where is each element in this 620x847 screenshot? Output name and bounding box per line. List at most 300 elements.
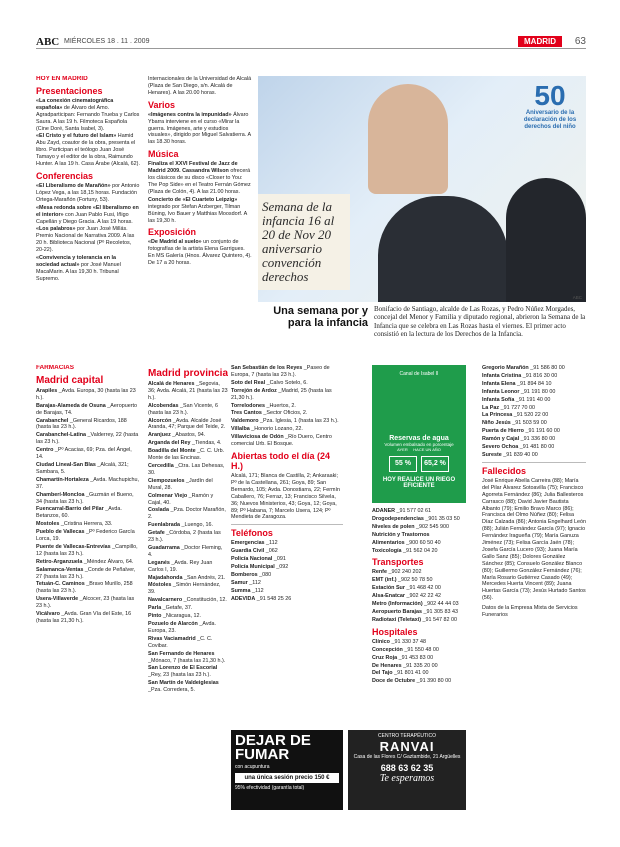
list-item-label: Pozuelo de Alarcón (148, 621, 198, 627)
therapy-center-welcome: Te esperamos (379, 773, 435, 784)
list-item (148, 651, 228, 665)
list-item-value: _902 44 44 03 (422, 601, 459, 608)
list-item-value: _Alcocer, 23 (hasta las 23 h.). (36, 596, 135, 610)
list-item (372, 663, 466, 670)
phones-heading: Teléfonos (231, 528, 273, 539)
list-item (36, 418, 140, 432)
list-item-value: _Honorio Lozano, 22. (249, 426, 303, 433)
madrid-provincia-heading: Madrid provincia (148, 368, 228, 379)
list-item-label: La Paz (482, 404, 500, 411)
agenda-section (148, 149, 252, 224)
anniversary-logo (520, 82, 580, 136)
phone-label: Samur (231, 579, 248, 586)
list-item-value: _General Ricardos, 188 (hasta las 23 h.). (36, 417, 127, 431)
list-item (372, 647, 466, 654)
list-item-value: _91 336 80 00 (519, 436, 556, 443)
list-item (148, 665, 228, 679)
list-item (36, 567, 140, 581)
open-24h-text: Alcalá, 171; Blanca de Castilla, 2; Ankaraaki; Pº de la Castellana, 261; Goya, 89; San Bernardo, 105; Avda. Donostiarra, 22; Fermín Caballero, 76; Ferraz, 13; Francisco Silvela, 36; Nuevos Ministerios, 43; Goya, 12; Goya, 89; Pº Habana, 7; Marcelo Usera, 124; Pº Mendieta de Zaragoza. (231, 472, 340, 521)
list-item-label: Puente de Vallecas-Entrevías (36, 543, 111, 550)
list-item-label: Majadahonda (148, 574, 183, 581)
phone-row (231, 556, 343, 563)
list-item-value: _Conde de Peñalver, 27 (hasta las 23 h.). (36, 566, 136, 580)
agenda-entry: «Los palabros» por Juan José Millás. Premio Nacional de Narrativa 2009. A las 20 h. Biblioteca Nacional (Pº Recoletos, 20-22). (36, 226, 135, 254)
list-item-value: _91 586 80 00 (528, 365, 565, 371)
list-item-label: Ciempozuelos (148, 477, 185, 484)
list-item (148, 522, 228, 529)
list-item (482, 365, 586, 372)
list-item (36, 388, 140, 402)
list-item-value: _Huertos, 2. (265, 402, 296, 409)
list-item-label: Fuencarral-Barrio del Pilar (36, 506, 104, 513)
farmacias-kicker: FARMACIAS (36, 365, 74, 371)
list-item-label: Leganés (148, 559, 170, 566)
list-item (231, 388, 343, 402)
list-item-value: _Avda. Europa, 30 (hasta las 23 h.). (36, 387, 136, 401)
transport-list (372, 569, 466, 623)
list-item (482, 420, 586, 427)
agenda-section (148, 227, 252, 267)
list-item-value: _902 240 202 (386, 569, 422, 576)
list-item-value: _Getafe, 37. (161, 605, 193, 612)
phone-number: _080 (257, 571, 272, 578)
list-item-value: _91 550 48 00 (402, 646, 439, 653)
list-item-label: ADANER (372, 508, 396, 514)
list-item-label: Alimentarios (372, 539, 405, 546)
list-item-value: _91 468 42 00 (404, 585, 441, 592)
list-item-label: Carabanchel (36, 417, 69, 424)
obituaries-heading: Fallecidos (482, 465, 527, 476)
list-item (148, 613, 228, 620)
list-item-label: Infanta Sofía (482, 396, 515, 403)
quit-smoking-ad (231, 730, 343, 810)
list-item (372, 577, 466, 584)
list-item-value: _Alcalá, 321; Sambara, 5. (36, 461, 129, 475)
hoy-en-madrid-kicker: HOY EN MADRID (36, 76, 88, 82)
list-item-label: Infanta Elena (482, 380, 516, 387)
list-item (148, 582, 228, 596)
list-item-value: _Pº Acacias, 69; Pza. del Ángel, 14. (36, 447, 132, 461)
list-item-value: _C. C. Covibar. (148, 635, 213, 649)
page-number: 63 (574, 36, 586, 47)
list-item (231, 434, 343, 448)
phone-label: Guardia Civil (231, 548, 265, 555)
madrid-capital-heading: Madrid capital (36, 374, 104, 386)
phone-row (231, 564, 343, 571)
list-item (148, 605, 228, 612)
list-item-label: San Sebastián de los Reyes (231, 365, 303, 371)
list-item-value: _Abastos, 94. (170, 432, 206, 439)
list-item-value: _Rey, 23 (hasta las 23 h.). (148, 672, 211, 679)
list-item-label: Infanta Cristina (482, 372, 522, 379)
list-item (231, 418, 343, 425)
list-item-label: Aranjuez (148, 432, 171, 439)
list-item (148, 560, 228, 574)
list-item-value: _91 305 83 43 (422, 608, 459, 615)
list-item-label: Metro (Información) (372, 601, 423, 608)
agenda-entry: «De Madrid al suelo» un conjunto de fotografías de la artista Elena Garrigues. En MS Galería (Hnos. Álvarez Quintero, 4). De 17 a 20 horas. (148, 239, 252, 267)
list-item-value: _C. C. Urb. Monte de las Encinas. (148, 448, 225, 462)
list-item (231, 365, 343, 379)
list-item-label: Alsa-Enatcar (372, 593, 405, 600)
list-item (482, 412, 586, 419)
list-item-label: Renfe (372, 569, 387, 576)
therapy-center-name: RANVAI (379, 739, 435, 754)
list-item-label: Severo Ochoa (482, 444, 519, 451)
list-item-label: Alcobendas (148, 402, 179, 409)
agenda-entry: «Imágenes contra la impunidad» Álvaro Ybarra interviene en el curso «Mirar la guerra. Imágenes, arte y estudios visuales», dirigido por Miguel Salvatierra. A las 18.30 horas. (148, 111, 251, 146)
phone-number: _91 548 25 26 (255, 595, 292, 602)
section-tag: MADRID (518, 36, 562, 47)
list-item-value: _902 50 78 50 (396, 577, 433, 584)
list-item-value: _Jardín del Mural, 28. (148, 477, 213, 491)
list-item-value: _Aeropuerto de Barajas, T4. (36, 402, 137, 416)
list-item (231, 426, 343, 433)
dateline: MIÉRCOLES 18 . 11 . 2009 (64, 38, 150, 45)
list-item (148, 507, 228, 521)
list-item-label: Del Tajo (372, 670, 393, 677)
phone-number: _062 (264, 548, 278, 555)
therapy-center-top: CENTRO TERAPÉUTICO (378, 733, 436, 739)
list-item-label: Torrejón de Ardoz (231, 387, 277, 394)
list-item (36, 403, 140, 417)
list-item-label: Cercedilla (148, 462, 174, 469)
agenda-column-1 (36, 76, 140, 361)
list-item-value: _Campillo, 12 (hasta las 23 h.). (36, 543, 138, 557)
list-item-label: Pueblo de Vallecas (36, 529, 85, 536)
list-item (482, 436, 586, 443)
list-item-label: Toxicología (372, 547, 402, 554)
list-item-label: San Lorenzo de El Escorial (148, 665, 218, 672)
list-item-label: Drogodependencias (372, 515, 424, 522)
list-item (36, 477, 140, 491)
list-item-value: _Pza. Iglesia, 1 (hasta las 23 h.). (258, 418, 339, 425)
list-item (36, 559, 140, 566)
therapy-center-address: Casa de las Flores C/ Gaztambide, 21 Argüelles (353, 754, 461, 760)
list-item (36, 596, 140, 610)
list-item-value: _Avda. Rey Juan Carlos I, 19. (148, 559, 213, 573)
list-item-label: Cruz Roja (372, 654, 398, 661)
list-item (231, 410, 343, 417)
divider (482, 462, 586, 463)
water-percent-today: 55 % (389, 456, 417, 472)
list-item-label: Alcorcón (148, 417, 172, 424)
quit-smoking-note: 95% efectividad (garantía total) (235, 785, 305, 791)
agenda-entry: «Convivencia y tolerancia en la sociedad actual» por José Manuel MacaMarin. A las 19,30 h. Tribunal Supremo. (36, 255, 121, 282)
canal-brand: Canal de Isabel II (399, 371, 439, 377)
list-item-value: _91 801 41 00 (392, 670, 429, 677)
list-item (36, 521, 140, 528)
phones-list (231, 540, 343, 602)
list-item (148, 493, 228, 507)
list-item (482, 397, 586, 404)
pharmacy-list (148, 381, 228, 694)
phone-row (231, 588, 343, 595)
list-item (482, 373, 586, 380)
list-item-value: _Tiendas, 4. (190, 440, 222, 447)
list-item-label: Valdemoro (231, 418, 259, 425)
list-item-value: _Pº Federico García Lorca, 19. (36, 529, 135, 543)
open-24h-heading: Abiertas todo el día (24 H.) (231, 450, 331, 471)
list-item-value: _Avda. Gran Vía del Este, 16 (hasta las 21,30 h.). (36, 611, 132, 624)
hospitals-list (482, 365, 586, 459)
list-item-label: Arapiles (36, 387, 58, 394)
phone-row (231, 572, 343, 579)
list-item-value: _91 727 70 00 (499, 404, 536, 411)
list-item-value: _Paseo de Europa, 7 (hasta las 23 h.). (231, 365, 330, 378)
agenda-entry: Finaliza el XXVI Festival de Jazz de Madrid 2009. Cassandra Wilson ofrecerá los clásicos de su disco «Closer to You: The Pop Side» en el Teatro Fernán Gómez (Plaza de Colón, 4). A las 21.00 horas. (148, 161, 251, 195)
list-item-value: _Mónaco, 7 (hasta las 21,30 h.). (148, 657, 226, 664)
list-item (36, 462, 140, 476)
list-item (372, 670, 466, 677)
list-item-value: _902 42 22 42 (404, 593, 441, 600)
list-item-label: Chamberí-Moncloa (36, 491, 85, 498)
list-item-label: Villalba (231, 426, 250, 433)
hospitals-list (372, 639, 466, 685)
list-item (148, 636, 228, 650)
list-item (231, 403, 343, 410)
list-item (372, 593, 466, 600)
list-item-label: Navalcarnero (148, 597, 183, 604)
list-item-label: Fuenlabrada (148, 522, 181, 529)
list-item-value: _Bravo Murillo, 258 (hasta las 23 h.). (36, 581, 133, 595)
phone-row (231, 540, 343, 547)
list-item-label: San Martín de Valdeiglesias (148, 680, 219, 687)
list-item-label: Colmenar Viejo (148, 492, 188, 499)
list-item (36, 611, 140, 625)
agenda-entry: «Mesa redonda sobre «El liberalismo en el interior» con Juan Pablo Fusi, Iñigo Capellán y Diego Gracia. A las 19 horas. (36, 204, 139, 225)
agenda-section (36, 86, 140, 168)
list-item (372, 540, 466, 547)
quit-smoking-headline: DEJAR DE FUMAR (235, 732, 311, 763)
list-item-label: Sureste (482, 451, 502, 458)
list-item-value: _901 35 03 50 (423, 515, 460, 522)
list-item-value: _Avda. Europa, 23. (148, 621, 217, 634)
list-item-label: Ramón y Cajal (482, 436, 520, 443)
list-item-label: Retiro-Arganzuela (36, 558, 83, 565)
list-item (482, 428, 586, 435)
phone-number: _092 (274, 564, 289, 571)
list-item-value: _Cristina Herrera, 33. (59, 521, 113, 528)
list-item-label: Parla (148, 605, 162, 612)
services-list (372, 508, 466, 554)
list-item (231, 380, 343, 387)
list-item-label: Vicálvaro (36, 611, 60, 618)
list-item-label: Barajas-Alameda de Osuna (36, 402, 106, 409)
list-item-value: _Ramón y Cajal, 40. (148, 492, 214, 506)
list-item (372, 601, 466, 608)
list-item-label: Centro (36, 447, 54, 454)
agenda-entry: «El Cristo y el futuro del Islam» Hamid Abu Zayd, coautor de la obra, presenta el libro. Participan el teólogo Juan José Tamayo y el editor de la obra, Raimundo Hunter. A las 19 h. Casa Árabe (Alcalá, 62). (36, 133, 140, 168)
photo-girl-figure (368, 84, 448, 194)
photo-caption-text: Bonifacio de Santiago, alcalde de Las Rozas, y Pedro Núñez Morgades, concejal del Menor y Familia y diputado regional, abrieron la Semana de la Infancia que se celebra en Las Rozas hasta el viernes. El primer acto consistió en la lectura de los Derechos de la Infancia. (374, 305, 586, 339)
list-item-label: Boadilla del Monte (148, 448, 196, 455)
list-item-label: Soto del Real (231, 379, 266, 386)
services-column-2 (372, 508, 466, 723)
agenda-section (36, 171, 140, 283)
agenda-entry: Concierto de «El Cuarteto Leipzig» integrado por Stefan Arzberger, Tilman Büning, Ivo Bauer y Matthias Moosdorf. A las 19,30 h. (148, 196, 247, 224)
list-item (482, 405, 586, 412)
list-item (148, 448, 228, 462)
list-item (148, 597, 228, 604)
list-item-label: Ciudad Lineal-San Blas (36, 461, 96, 468)
list-item (372, 585, 466, 592)
phone-row (231, 596, 343, 603)
list-item-label: Tetuán-C. Caminos (36, 581, 85, 588)
list-item-value: _San Vicente, 6 (hasta las 23 h.). (148, 402, 219, 416)
list-item-value: _91 503 59 00 (510, 420, 547, 427)
list-item (482, 389, 586, 396)
phone-label: ADEVIDA (231, 595, 256, 602)
phone-number: _112 (250, 587, 264, 594)
list-item-value: _91 390 80 00 (415, 678, 452, 685)
list-item (148, 575, 228, 582)
list-item-value: _Avda. Alcalde José Aranda, 47; Parque del Teide, 2. (148, 417, 226, 431)
list-item (36, 544, 140, 558)
list-item (36, 581, 140, 595)
list-item-label: Carabanchel-Latina (36, 432, 87, 439)
list-item-value: _Segovia, 36; Avda. Alcalá, 21 (hasta las 23 h.). (148, 381, 228, 401)
list-item-label: Pinto (148, 613, 162, 620)
phone-row (231, 548, 343, 555)
section-heading: Presentaciones (36, 85, 103, 96)
services-column-1 (231, 365, 343, 725)
list-item-label: Niveles de polen (372, 523, 415, 530)
list-item-label: Villaviciosa de Odón (231, 434, 284, 441)
agenda-column-2 (148, 76, 252, 361)
list-item (482, 444, 586, 451)
agenda-section (148, 100, 252, 147)
list-item (372, 639, 466, 646)
list-item-label: Torrelodones (231, 402, 266, 409)
phone-number: _112 (264, 540, 278, 547)
list-item-label: Estación Sur (372, 585, 405, 592)
list-item (148, 621, 228, 635)
phone-label: Policía Nacional (231, 556, 273, 563)
list-item-label: Usera-Villaverde (36, 596, 79, 603)
list-item (372, 524, 466, 531)
list-item-value: _Calvo Sotelo, 6. (265, 379, 308, 386)
list-item (148, 440, 228, 447)
agenda-intro: Internacionales de la Universidad de Alcalá (Plaza de San Diego, s/n. Alcalá de Henares). A las 20.00 horas. (148, 76, 252, 96)
list-item (148, 418, 228, 432)
water-reserves-subtitle: Volumen embalsado en porcentaje (384, 442, 454, 447)
list-item-value: _91 839 40 00 (501, 451, 538, 458)
list-item (372, 609, 466, 616)
phone-row (231, 580, 343, 587)
list-item-value: _Ctra. Las Dehesas, 30. (148, 462, 225, 476)
list-item (372, 655, 466, 662)
list-item (148, 463, 228, 477)
list-item-value: _902 545 900 (414, 523, 450, 530)
list-item-value: _91 816 30 00 (521, 372, 558, 379)
list-item (372, 617, 466, 624)
obituaries-text: José Enrique Abella Carreira (88); María del Pilar Álvarez Sotoavilla (75); Francisco Agorreta Fernández (86); Julia Ballesteros Carrasco (88); David Javier Bautista Albanto (79); Emilio Bravo Marco (86); Francisca del Olmo Núñez (80); Felisa Díaz Calzada (86); Antonia Engelhard León (88); Julián Fernández García (97); Ignacio Fernández Iragueña (79); María Ganuza Jiménez (73); Felisa García Jaén (78); Josefa García Lucero (93); Juana María Gallo Sanz (85); Dolores González Sánchez (85); Consuelo González Blanco (80); Guillermo González Fernández (76); María Rosario Gutiérrez Casado (49); Mercedes Huerta Vincent (89); Juana Huertas García (73); Jesús Hurtado Santos (56). (482, 477, 586, 602)
list-item-value: _Luengo, 16. (180, 522, 214, 529)
water-reserves-ad (372, 365, 466, 503)
list-item-value: _Pza. Doctor Marañón, 2. (148, 507, 226, 521)
list-item-value: _Madrid, 25 (hasta las 21,30 h.). (231, 387, 332, 401)
list-item-value: _Constitución, 12. (182, 597, 227, 604)
list-item-value: _91 191 60 00 (523, 428, 560, 435)
list-item-value: _Méndez Álvaro, 64. (82, 558, 134, 565)
hospitals-heading: Hospitales (372, 626, 418, 637)
news-photo (258, 76, 586, 302)
photo-mayor-figure (378, 196, 508, 302)
list-item-label: Mostoles (36, 521, 60, 528)
list-item (148, 432, 228, 439)
phone-label: Policía Municipal (231, 564, 275, 571)
list-item-label: Gregorio Marañón (482, 365, 529, 371)
list-item-value: _Simón Hernández, 39. (148, 582, 221, 596)
list-item-label: Chamartín-Hortaleza (36, 476, 89, 483)
pharmacies-column (36, 365, 140, 825)
list-item-value: _San Andrés, 21. (182, 574, 226, 581)
list-item-label: Móstoles (148, 582, 172, 589)
phone-number: _091 (272, 556, 286, 563)
page-header (36, 36, 586, 49)
list-item-label: Alcalá de Henares (148, 381, 195, 387)
list-item-value: _Sector Oficios, 2. (261, 410, 308, 417)
phone-number: _112 (247, 579, 261, 586)
list-item-label: La Princesa (482, 412, 513, 419)
list-item-label: EMT (inf.) (372, 577, 397, 584)
list-item (148, 478, 228, 492)
list-item (148, 680, 228, 694)
section-heading: Conferencias (36, 170, 94, 181)
list-item-label: Nutrición y Trastornos (372, 531, 430, 538)
list-item-value: _91 547 82 00 (421, 616, 458, 623)
list-item-value: _91 453 83 00 (397, 654, 434, 661)
list-item (36, 529, 140, 543)
anniversary-number: 50 (534, 80, 566, 111)
list-item-value: _91 894 84 10 (515, 380, 552, 387)
list-item-value: _91 330 37 48 (389, 638, 426, 645)
newspaper-brand: ABC (36, 36, 60, 48)
therapy-center-phone: 688 63 62 35 (380, 763, 434, 773)
list-item (372, 532, 466, 539)
phone-label: Emergencias (231, 540, 265, 547)
list-item-label: Rivas Vaciamadrid (148, 635, 196, 642)
list-item (36, 447, 140, 461)
section-heading: Exposición (148, 227, 197, 238)
list-item-label: Puerta de Hierro (482, 428, 524, 435)
photo-caption-title: Una semana por y para la infancia (273, 305, 368, 329)
section-heading: Varios (148, 99, 176, 110)
list-item (482, 381, 586, 388)
anniversary-text: Aniversario de la declaración de los derechos del niño (523, 110, 577, 130)
list-item-label: Infanta Leonor (482, 388, 520, 395)
list-item-label: Concepción (372, 646, 403, 653)
list-item-value: _91 562 04 20 (401, 547, 438, 554)
list-item-label: Guadarrama (148, 544, 180, 551)
list-item-value: _Córdoba, 2 (hasta las 23 h.). (148, 530, 221, 544)
list-item (148, 403, 228, 417)
photo-credit: ABC (572, 295, 582, 300)
list-item (148, 530, 228, 544)
list-item (482, 452, 586, 459)
quit-smoking-sub: con acupuntura (235, 764, 270, 770)
list-item-value: _Doctor Fleming, 4. (148, 544, 223, 558)
list-item-label: Doce de Octubre (372, 678, 416, 685)
list-item-value: _Avda. Machupichu, 37. (36, 476, 139, 490)
list-item-label: Arganda del Rey (148, 440, 191, 447)
obituaries-credit: Datos de la Empresa Mixta de Servicios Funerarios (482, 605, 578, 619)
photo-banner-text: Semana de la infancia 16 al 20 de Nov 20 aniversario convención derechos (262, 199, 335, 284)
water-percent-year-ago: 65,2 % (421, 456, 449, 472)
list-item-label: De Henares (372, 662, 402, 669)
therapy-center-ad (348, 730, 466, 810)
